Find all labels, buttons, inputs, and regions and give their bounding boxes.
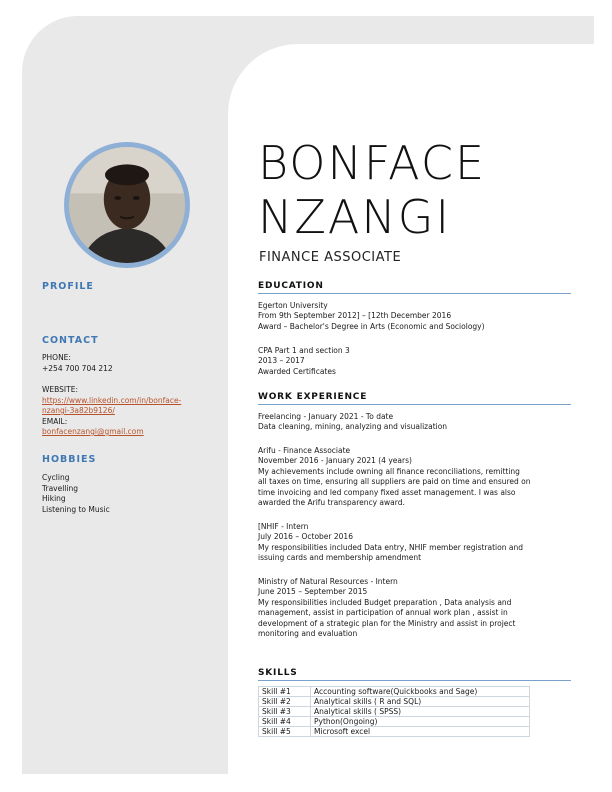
table-row xyxy=(259,697,530,707)
phone-value: +254 700 704 212 xyxy=(42,363,113,373)
table-row xyxy=(259,727,530,737)
work-entry xyxy=(258,412,570,433)
contact-website-block xyxy=(42,385,181,438)
profile-photo xyxy=(69,147,185,263)
hobbies-list xyxy=(42,473,110,515)
skills-heading: SKILLS xyxy=(258,668,571,681)
skill-key: Skill #4 xyxy=(259,717,311,727)
education-line: From 9th September 2012] – [12th December 2016 xyxy=(258,311,452,321)
skill-key: Skill #1 xyxy=(259,687,311,697)
work-line: awarded the Arifu transparency award. xyxy=(258,498,405,508)
profile-heading: PROFILE xyxy=(42,281,94,292)
skill-value: Analytical skills ( R and SQL) xyxy=(311,697,530,707)
work-line: Ministry of Natural Resources - Intern xyxy=(258,577,398,586)
work-entry xyxy=(258,446,570,508)
job-title: FINANCE ASSOCIATE xyxy=(259,250,402,265)
work-line: June 2015 – September 2015 xyxy=(258,587,368,597)
hobby-item: Hiking xyxy=(42,494,66,503)
hobby-item: Cycling xyxy=(42,473,70,482)
work-line: [NHIF - Intern xyxy=(258,522,309,531)
work-heading: WORK EXPERIENCE xyxy=(258,392,571,405)
work-line: monitoring and evaluation xyxy=(258,629,358,639)
work-line: time invoicing and led company fixed asset management. I was also xyxy=(258,487,516,497)
work-line: My responsibilities included Budget preparation , Data analysis and xyxy=(258,597,512,607)
hobby-item: Listening to Music xyxy=(42,504,110,514)
work-entry xyxy=(258,577,570,639)
skill-key: Skill #5 xyxy=(259,727,311,737)
skill-key: Skill #2 xyxy=(259,697,311,707)
work-line: Arifu - Finance Associate xyxy=(258,446,351,455)
education-entry xyxy=(258,301,570,332)
hobbies-heading: HOBBIES xyxy=(42,454,97,465)
website-label: WEBSITE: xyxy=(42,385,78,394)
phone-label: PHONE: xyxy=(42,353,71,362)
skill-value: Analytical skills ( SPSS) xyxy=(311,707,530,717)
email-link[interactable]: bonfacenzangi@gmail.com xyxy=(42,427,144,436)
contact-heading: CONTACT xyxy=(42,335,99,346)
work-line: Data cleaning, mining, analyzing and visualization xyxy=(258,422,448,432)
email-label: EMAIL: xyxy=(42,416,68,426)
work-entry xyxy=(258,522,570,564)
hobby-item: Travelling xyxy=(42,483,78,493)
table-row xyxy=(259,707,530,717)
work-line: management, assist in participation of annual work plan , assist in xyxy=(258,608,508,618)
skill-key: Skill #3 xyxy=(259,707,311,717)
work-line: Freelancing - January 2021 - To date xyxy=(258,412,394,421)
education-line: Awarded Certificates xyxy=(258,366,336,376)
website-link-line1[interactable]: https://www.linkedin.com/in/bonface- xyxy=(42,395,182,405)
table-row xyxy=(259,687,530,697)
name-first: BONFACE xyxy=(258,136,487,190)
skill-value: Accounting software(Quickbooks and Sage) xyxy=(311,687,530,697)
work-line: November 2016 - January 2021 (4 years) xyxy=(258,456,412,466)
table-row xyxy=(259,717,530,727)
work-line: development of a strategic plan for the Ministry and assist in project xyxy=(258,618,516,628)
work-line: My responsibilities included Data entry, NHIF member registration and xyxy=(258,542,523,552)
name-last: NZANGI xyxy=(258,190,452,244)
education-line: Egerton University xyxy=(258,301,328,310)
work-line: all taxes on time, ensuring all suppliers are paid on time and ensured on xyxy=(258,477,531,487)
website-link-line2[interactable]: nzangi-3a82b9126/ xyxy=(42,406,115,415)
education-line: Award – Bachelor's Degree in Arts (Economic and Sociology) xyxy=(258,321,485,331)
skill-value: Python(Ongoing) xyxy=(311,717,530,727)
skills-table xyxy=(258,686,530,737)
skill-value: Microsoft excel xyxy=(311,727,530,737)
education-line: 2013 – 2017 xyxy=(258,356,305,366)
work-line: July 2016 – October 2016 xyxy=(258,532,353,542)
work-line: issuing cards and membership amendment xyxy=(258,553,422,563)
education-line: CPA Part 1 and section 3 xyxy=(258,346,350,355)
work-line: My achievements include owning all finance reconciliations, remitting xyxy=(258,466,520,476)
education-heading: EDUCATION xyxy=(258,281,571,294)
avatar xyxy=(64,142,190,268)
education-entry xyxy=(258,346,570,377)
contact-phone-block xyxy=(42,353,113,374)
